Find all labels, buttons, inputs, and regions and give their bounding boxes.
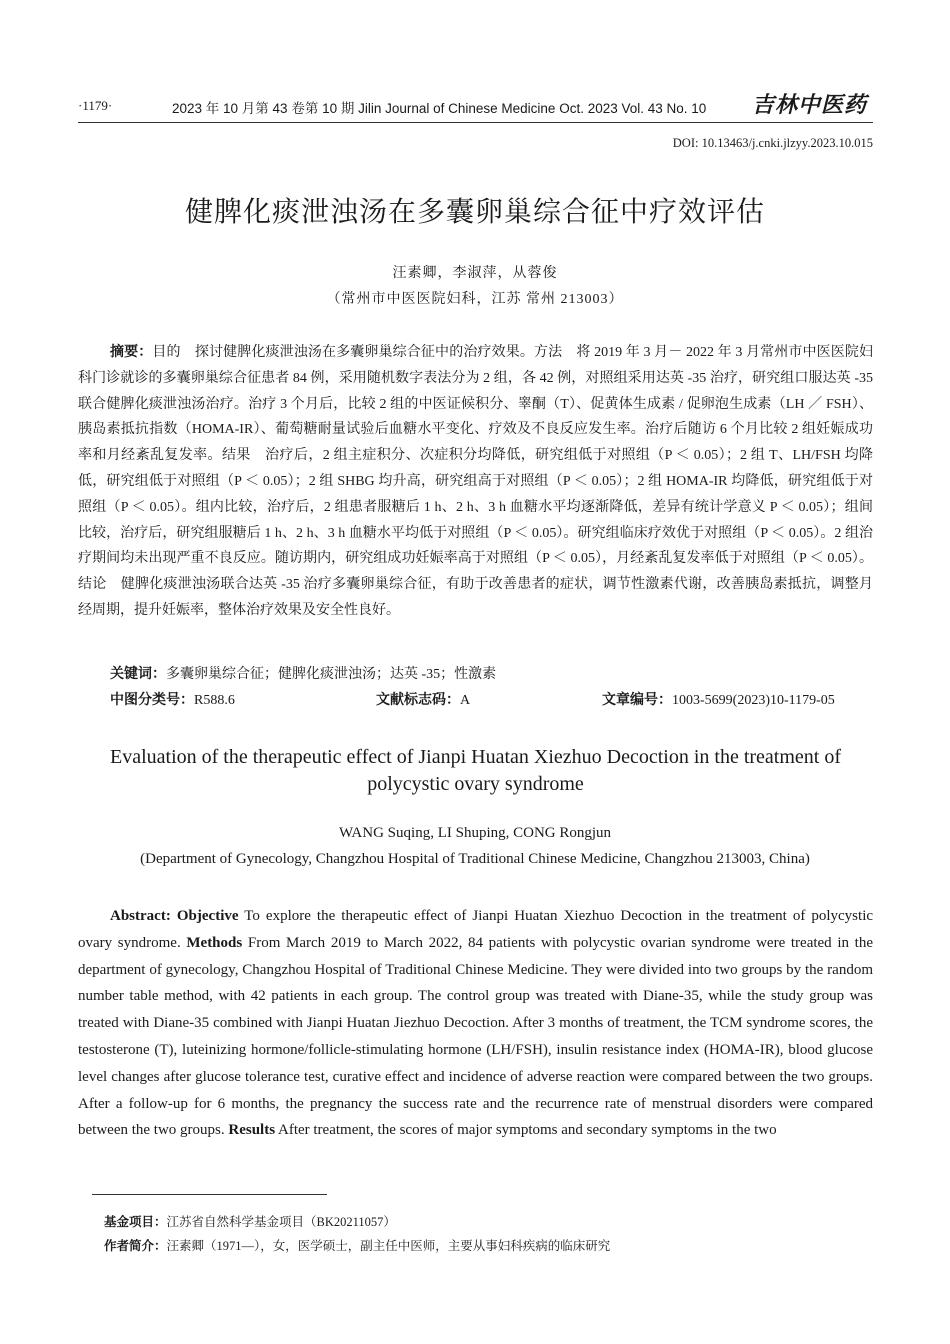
fund-label: 基金项目：: [104, 1214, 167, 1229]
objective-en: To explore the therapeutic effect of Jianpi Huatan Xiezhuo Decoction in the treatment of polycystic ovary syndrome.: [78, 908, 874, 951]
methods-cn: 将 2019 年 3 月－ 2022 年 3 月常州市中医医院妇科门诊就诊的多囊卵巢综合征患者 84 例，采用随机数字表法分为 2 组，各 42 例，对照组采用达英 -35 治疗，研究组口服达英 -35 联合健脾化痰泄浊汤治疗。治疗 3 个月后，比较 2 组的中医证候积分、睾酮（T）、促黄体生成素 / 促卵泡生成素（LH ／ FSH）、胰岛素抵抗指数（HOMA-IR）、葡萄糖耐量试验后血糖水平变化、疗效及不良反应发生率。治疗后随访 6 个月比较 2 组妊娠成功率和月经紊乱复发率。: [78, 345, 874, 464]
affiliation-en: (Department of Gynecology, Changzhou Hospital of Traditional Chinese Medicine, Changzhou 213003, China): [140, 851, 810, 867]
journal-logo: 吉林中医药: [752, 92, 868, 118]
abstract-en-label: Abstract:: [110, 908, 171, 924]
bio-label: 作者简介：: [104, 1238, 167, 1253]
results-en: After treatment, the scores of major symptoms and secondary symptoms in the two: [275, 1122, 777, 1139]
methods-en-label: Methods: [186, 934, 243, 951]
objective-cn-label: 目的: [152, 345, 181, 360]
authors-en: WANG Suqing, LI Shuping, CONG Rongjun: [338, 825, 612, 841]
doc-code-label: 文献标志码：: [376, 692, 460, 708]
abstract-cn: [78, 340, 873, 624]
keywords-value: 多囊卵巢综合征；健脾化痰泄浊汤；达英 -35；性激素: [166, 667, 497, 682]
fund-value: 江苏省自然科学基金项目（BK20211057）: [166, 1215, 396, 1229]
keywords-label: 关键词：: [110, 666, 166, 682]
conclusion-cn: 健脾化痰泄浊汤联合达英 -35 治疗多囊卵巢综合征，有助于改善患者的症状，调节性激素代谢，改善胰岛素抵抗，调整月经周期，提升妊娠率，整体治疗效果及安全性良好。: [78, 577, 874, 618]
page-number: ·1179·: [78, 98, 113, 113]
fund-note: [104, 1212, 396, 1230]
results-en-label: Results: [228, 1122, 276, 1139]
results-cn: 治疗后，2 组主症积分、次症积分均降低，研究组低于对照组（P ＜ 0.05）；2 组 T、LH/FSH 均降低，研究组低于对照组（P ＜ 0.05）；2 组 SHBG 均升高，研究组高于对照组（P ＜ 0.05）；2 组 HOMA-IR 均降低，研究组低于对照组（P ＜ 0.05）。组内比较，治疗后，2 组患者服糖后 1 h、2 h、3 h 血糖水平均逐渐降低，差异有统计学意义 P ＜ 0.05）；组间比较，治疗后，研究组服糖后 1 h、2 h、3 h 血糖水平均低于对照组（P ＜ 0.05）。研究组临床疗效优于对照组（P ＜ 0.05）。2 组治疗期间均未出现严重不良反应。随访期内，研究组成功妊娠率高于对照组（P ＜ 0.05），月经紊乱复发率低于对照组（P ＜ 0.05）。: [78, 448, 874, 567]
authors-cn: 汪素卿，李淑萍，从蓉俊: [392, 266, 558, 281]
abstract-en: [78, 903, 873, 1144]
footnote-rule: [92, 1194, 327, 1195]
clc: [110, 689, 235, 709]
methods-en: From March 2019 to March 2022, 84 patients with polycystic ovarian syndrome were treated in the department of gynecology, Changzhou Hospital of Traditional Chinese Medicine. They were divided into two groups by the random number table method, with 42 patients in each group. The control group was treated with Diane-35, while the study group was treated with Diane-35 combined with Jianpi Huatan Jiezhuo Decoction. After 3 months of treatment, the TCM syndrome scores, the testosterone (T), luteinizing hormone/follicle-stimulating hormone (LH/FSH), insulin resistance index (HOMA-IR), blood glucose level changes after glucose tolerance test, curative effect and incidence of adverse reaction were compared between the two groups. After a follow-up for 6 months, the pregnancy the success rate and the recurrence rate of menstrual disorders were compared between the two groups.: [78, 934, 873, 1139]
author-bio: [104, 1236, 610, 1254]
objective-en-label: Objective: [176, 908, 239, 924]
article-number-value: 1003-5699(2023)10-1179-05: [672, 693, 835, 708]
keywords: [110, 663, 496, 683]
doi[interactable]: DOI: 10.13463/j.cnki.jlzyy.2023.10.015: [672, 136, 873, 150]
affiliation-cn: （常州市中医医院妇科，江苏 常州 213003）: [326, 292, 624, 307]
bio-value: 汪素卿（1971—），女，医学硕士，副主任中医师，主要从事妇科疾病的临床研究: [166, 1239, 611, 1253]
methods-cn-label: 方法: [533, 345, 563, 360]
article-number-label: 文章编号：: [602, 692, 672, 708]
clc-label: 中图分类号：: [110, 692, 194, 708]
conclusion-cn-label: 结论: [78, 577, 107, 593]
article-number: [602, 689, 835, 709]
article-title-en: Evaluation of the therapeutic effect of Jianpi Huatan Xiezhuo Decoction in the treatment of polycystic ovary syndrome: [109, 746, 841, 795]
results-cn-label: 结果: [221, 448, 251, 464]
objective-cn: 探讨健脾化痰泄浊汤在多囊卵巢综合征中的治疗效果。: [194, 345, 534, 360]
article-title-cn: 健脾化痰泄浊汤在多囊卵巢综合征中疗效评估: [184, 195, 765, 228]
running-header: 2023 年 10 月第 43 卷第 10 期 Jilin Journal of Chinese Medicine Oct. 2023 Vol. 43 No. 10: [172, 101, 707, 116]
abstract-cn-label: 摘要：: [110, 344, 153, 360]
header-rule: [78, 122, 873, 123]
doc-code: [376, 689, 470, 709]
clc-value: R588.6: [194, 693, 235, 708]
doc-code-value: A: [460, 693, 471, 708]
